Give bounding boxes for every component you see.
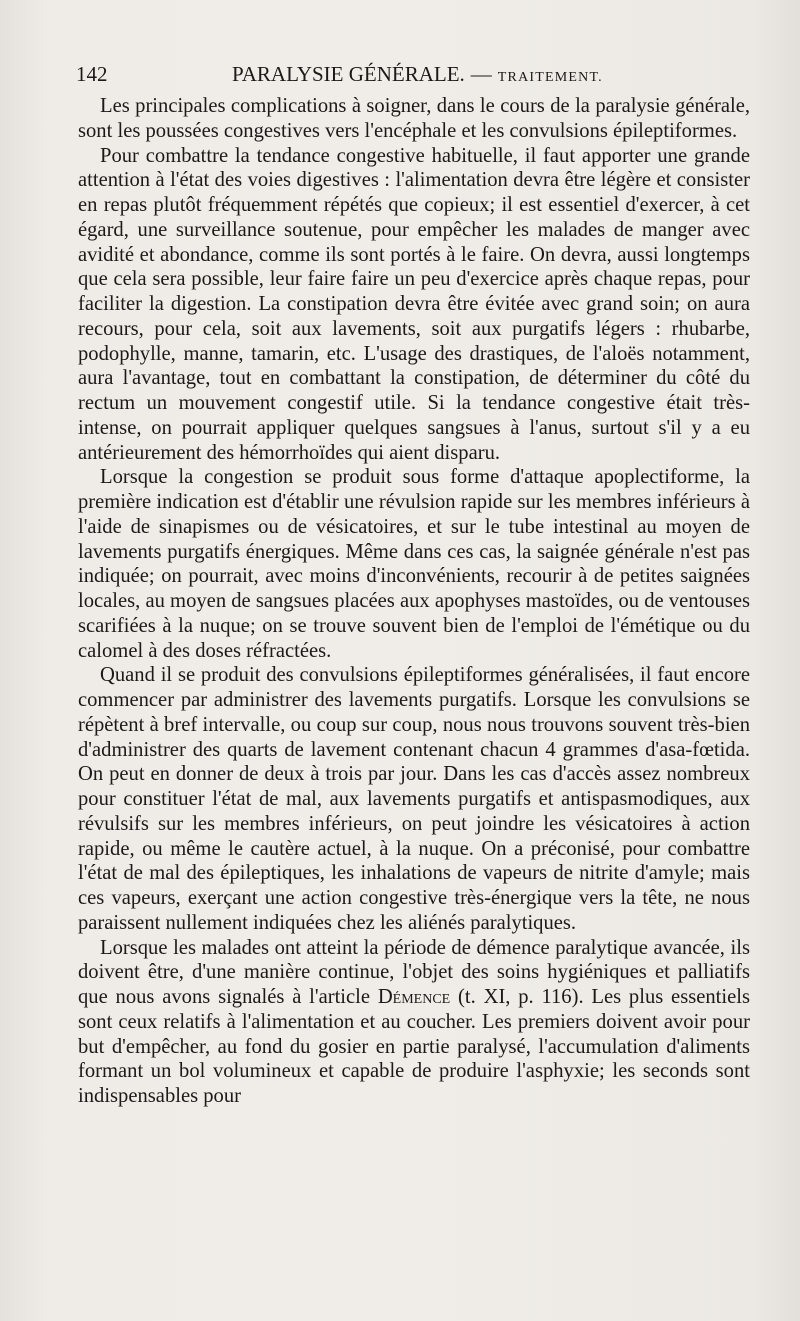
section-title: TRAITEMENT. [497,70,603,85]
page-number: 142 [76,62,108,86]
paragraph-complications: Les principales complications à soigner, dans le cours de la paralysie générale, sont les poussées congestives vers l'encéphale et les convulsions épileptiformes. [78,95,750,142]
paragraph-dementia-start: Lorsque les malades ont atteint la période de démence paralytique avancée, ils doivent être, d'une manière continue, l'objet des soins hygiéniques et palliatifs que nous avons signalés à l'article [78,936,750,1008]
title-dash: — [470,62,492,86]
paragraph-dementia-end: (t. XI, p. 116). Les plus essentiels sont ceux relatifs à l'alimentation et au coucher. Les premiers doivent avoir pour but d'empêcher, au fond du gosier en partie paralysé, l'accumulation d'aliments formant un bol volumineux et capable de produire l'asphyxie; les seconds sont indispensables pour [78,986,750,1107]
article-reference-demence: Démence [377,986,451,1008]
paragraph-apoplectiform-attack: Lorsque la congestion se produit sous forme d'attaque apoplectiforme, la première indication est d'établir une révulsion rapide sur les membres inférieurs à l'aide de sinapismes ou de vésicatoires, et sur le tube intestinal au moyen de lavements purgatifs énergiques. Même dans ces cas, la saignée générale n'est pas indiquée; on pourrait, avec moins d'inconvénients, recourir à de petites saignées locales, au moyen de sangsues placées aux apophyses mastoïdes, ou de ventouses scarifiées à la nuque; on se trouve souvent bien de l'emploi de l'émétique ou du calomel à des doses réfractées. [78,466,750,662]
chapter-title: PARALYSIE GÉNÉRALE. [232,62,465,86]
body-text [78,94,750,1109]
running-header [76,60,752,88]
paragraph-paralytic-dementia [78,936,750,1109]
running-title [232,60,603,92]
paragraph-congestive-tendency: Pour combattre la tendance congestive habituelle, il faut apporter une grande attention à l'état des voies digestives : l'alimentation devra être légère et consister en repas plutôt fréquemment répétés que copieux; il est essentiel d'exercer, à cet égard, une surveillance soutenue, pour empêcher les malades de manger avec avidité et abondance, comme ils sont portés à le faire. On devra, aussi longtemps que cela sera possible, leur faire faire un peu d'exercice après chaque repas, pour faciliter la digestion. La constipation devra être évitée avec grand soin; on aura recours, pour cela, soit aux lavements, soit aux purgatifs légers : rhubarbe, podophylle, manne, tamarin, etc. L'usage des drastiques, de l'aloës notamment, aura l'avantage, tout en combattant la constipation, de déterminer du côté du rectum un mouvement congestif utile. Si la tendance congestive était très-intense, on pourrait appliquer quelques sangsues à l'anus, surtout s'il y a eu antérieurement des hémorrhoïdes qui aient disparu. [78,144,750,464]
paragraph-epileptiform-convulsions: Quand il se produit des convulsions épileptiformes généralisées, il faut encore commencer par administrer des lavements purgatifs. Lorsque les convulsions se répètent à bref intervalle, ou coup sur coup, nous nous trouvons souvent très-bien d'administrer des quarts de lavement contenant chacun 4 grammes d'asa-fœtida. On peut en donner de deux à trois par jour. Dans les cas d'accès assez nombreux pour constituer l'état de mal, aux lavements purgatifs et antispasmodiques, aux révulsifs sur les membres inférieurs, on peut joindre les vésicatoires à action rapide, ou même le cautère actuel, à la nuque. On a préconisé, pour combattre l'état de mal des épileptiques, les inhalations de vapeurs de nitrite d'amyle; mais ces vapeurs, exerçant une action congestive très-énergique vers la tête, ne nous paraissent nullement indiquées chez les aliénés paralytiques. [78,664,750,934]
